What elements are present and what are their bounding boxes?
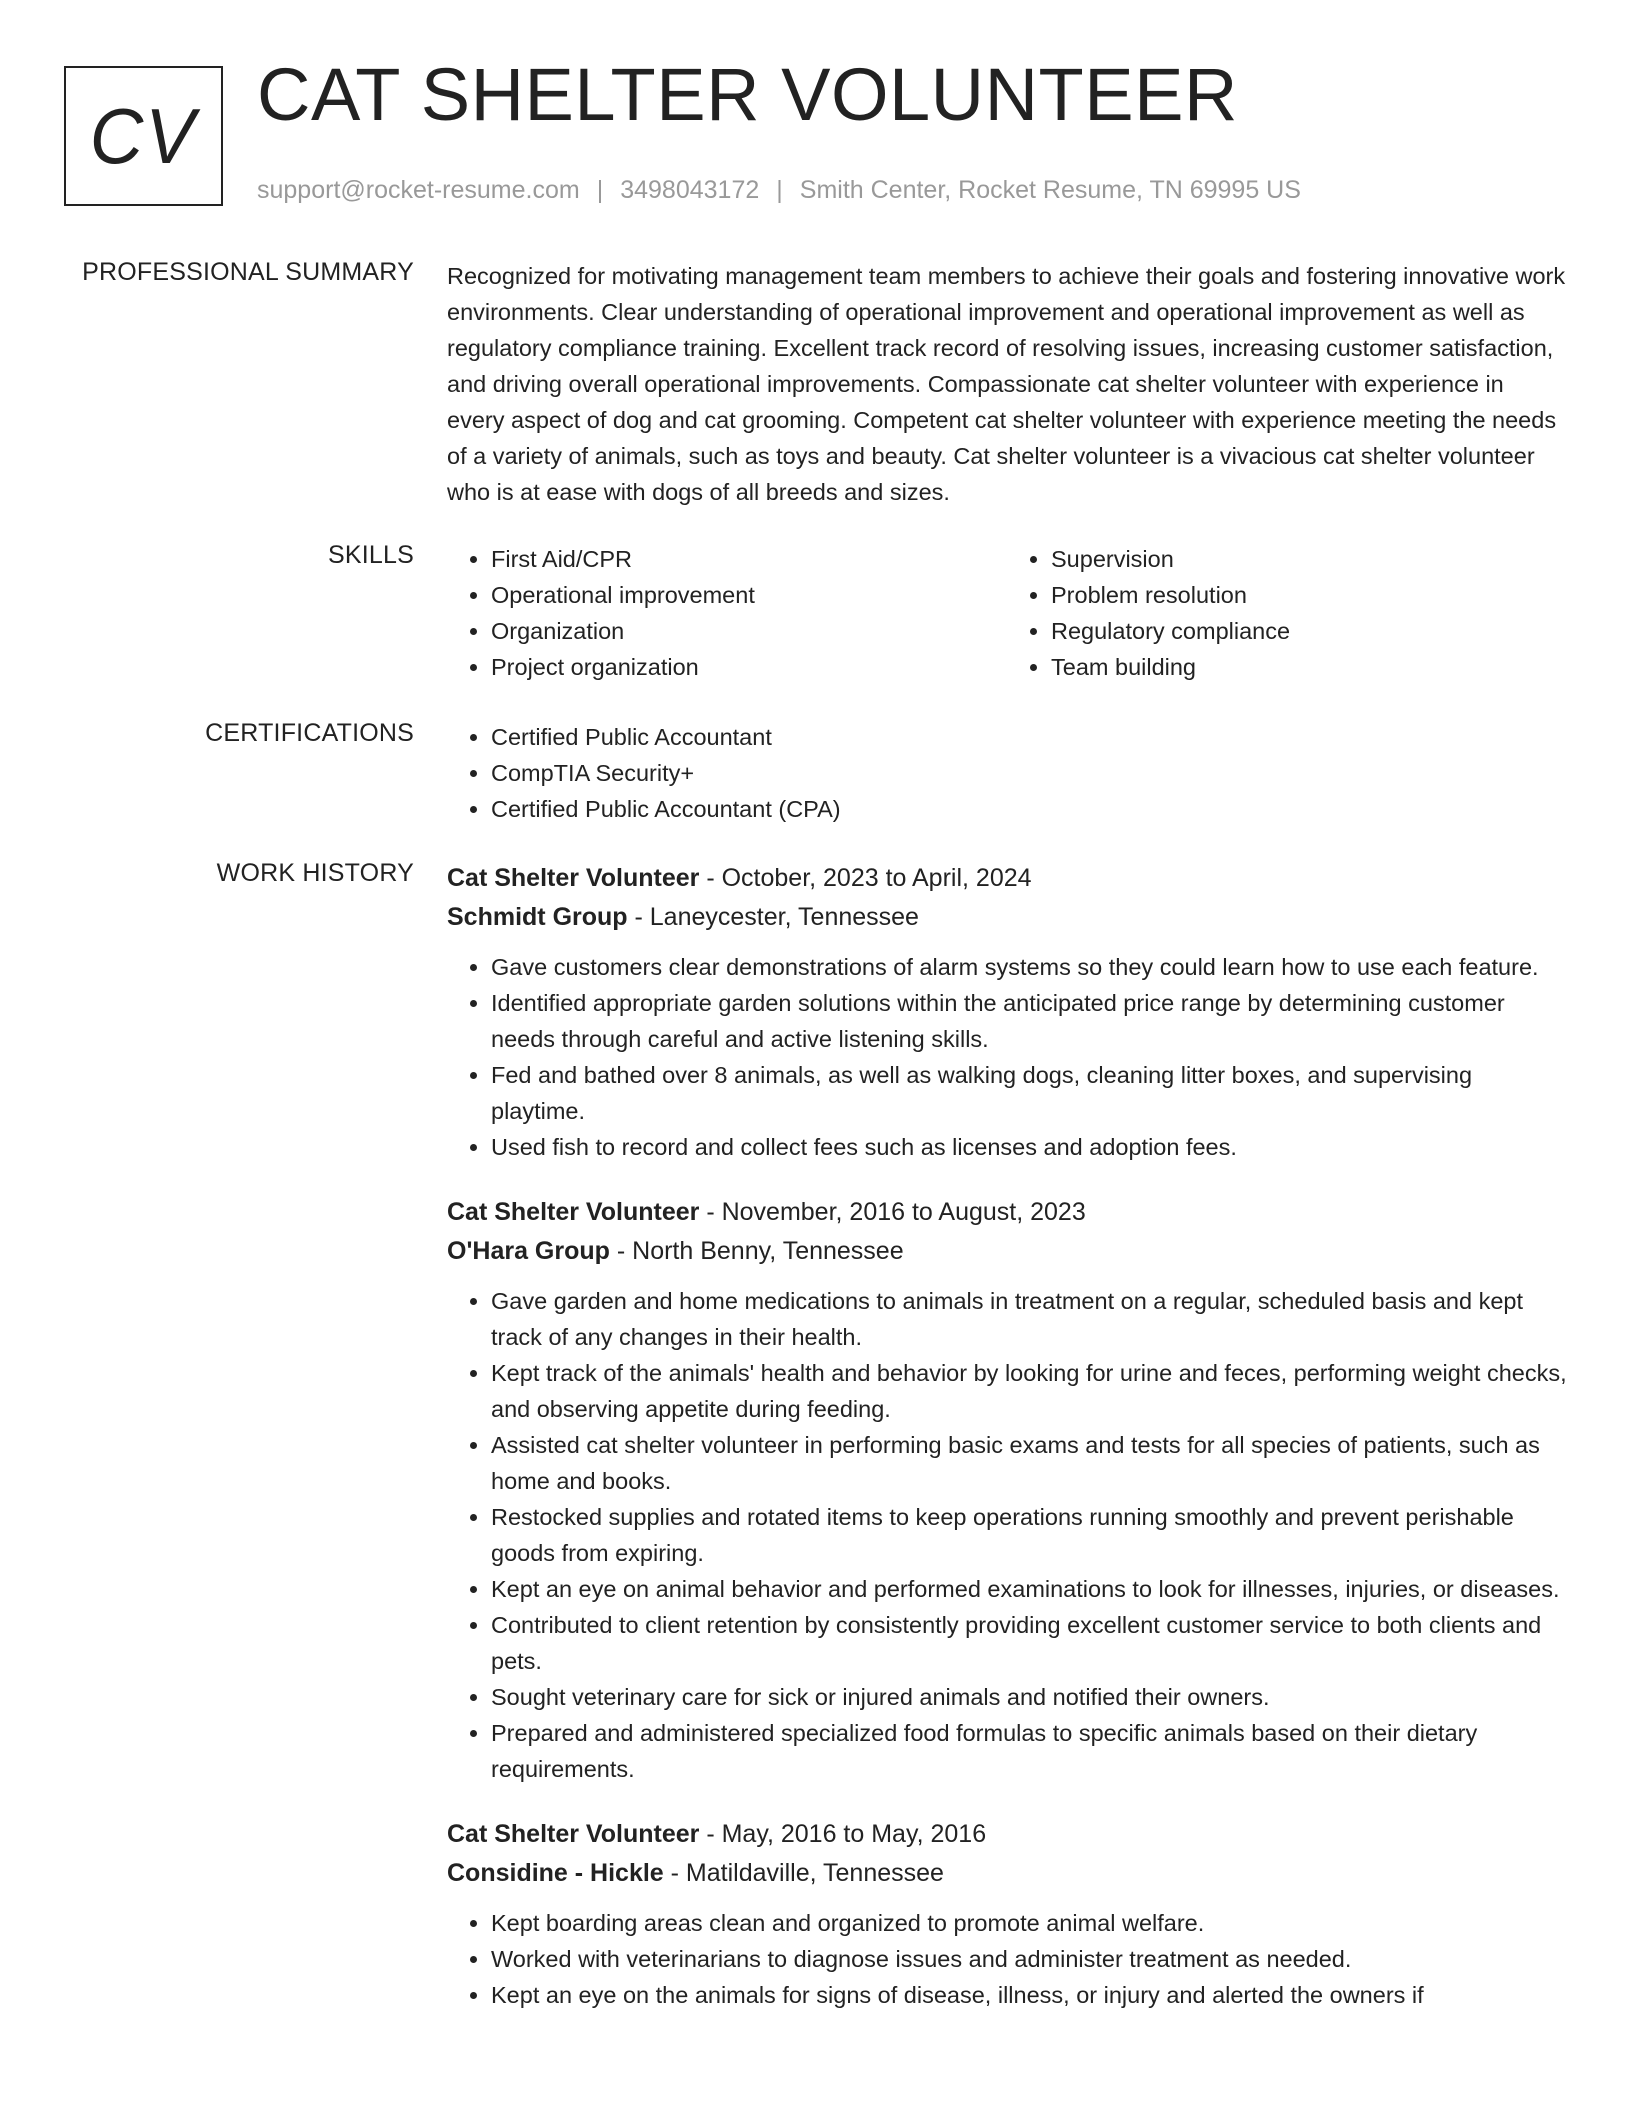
job-bullets: [447, 949, 1567, 1165]
job-entry: [447, 859, 1567, 1165]
job-location: - North Benny, Tennessee: [609, 1237, 904, 1265]
job-location: - Laneycester, Tennessee: [627, 903, 919, 931]
job-dates: - November, 2016 to August, 2023: [699, 1198, 1086, 1226]
work-history-body: [447, 859, 1567, 2041]
list-item: • Kept an eye on animal behavior and performed examinations to look for illnesses, injuries, or diseases.: [491, 1571, 1567, 1607]
job-title-line: [447, 1193, 1567, 1232]
list-item: • Gave garden and home medications to animals in treatment on a regular, scheduled basis and kept track of any changes in their health.: [491, 1283, 1567, 1355]
job-role: Cat Shelter Volunteer: [447, 1198, 700, 1226]
contact-separator: |: [596, 176, 604, 204]
list-item: • Assisted cat shelter volunteer in performing basic exams and tests for all species of patients, such as home and books.: [491, 1427, 1567, 1499]
candidate-name: CAT SHELTER VOLUNTEER: [257, 53, 1238, 136]
list-item: • Prepared and administered specialized food formulas to specific animals based on their dietary requirements.: [491, 1715, 1567, 1787]
list-item: • Organization: [491, 613, 1007, 649]
list-item: • CompTIA Security+: [491, 755, 1567, 791]
job-entry: [447, 1815, 1567, 2013]
list-item: • Supervision: [1051, 541, 1567, 577]
certifications-list: [447, 719, 1567, 827]
list-item: • Kept boarding areas clean and organized to promote animal welfare.: [491, 1905, 1567, 1941]
list-item: • Project organization: [491, 649, 1007, 685]
list-item: • Restocked supplies and rotated items to keep operations running smoothly and prevent perishable goods from expiring.: [491, 1499, 1567, 1571]
list-item: • Identified appropriate garden solutions within the anticipated price range by determining customer needs through careful and active listening skills.: [491, 985, 1567, 1057]
list-item: • Contributed to client retention by consistently providing excellent customer service to both clients and pets.: [491, 1607, 1567, 1679]
list-item: • Operational improvement: [491, 577, 1007, 613]
job-location: - Matildaville, Tennessee: [663, 1859, 944, 1887]
skills-list-left: [447, 541, 1007, 685]
job-dates: - October, 2023 to April, 2024: [699, 864, 1032, 892]
list-item: • Certified Public Accountant: [491, 719, 1567, 755]
skills-body: [447, 541, 1567, 685]
cv-logo: [64, 66, 223, 206]
job-company-line: [447, 1232, 1567, 1271]
section-title: WORK HISTORY: [216, 859, 414, 887]
job-company: Considine - Hickle: [447, 1859, 664, 1887]
list-item: • Kept an eye on the animals for signs of disease, illness, or injury and alerted the owners if: [491, 1977, 1567, 2013]
job-company-line: [447, 898, 1567, 937]
list-item: • Sought veterinary care for sick or injured animals and notified their owners.: [491, 1679, 1567, 1715]
summary-text: Recognized for motivating management team members to achieve their goals and fostering innovative work environments. Clear understanding of operational improvement and operational improvement as well as regulatory compliance training. Excellent track record of resolving issues, increasing customer satisfaction, and driving overall operational improvements. Compassionate cat shelter volunteer with experience in every aspect of dog and cat grooming. Competent cat shelter volunteer with experience meeting the needs of a variety of animals, such as toys and beauty. Cat shelter volunteer is a vivacious cat shelter volunteer who is at ease with dogs of all breeds and sizes.: [447, 263, 1566, 505]
contact-email: support@rocket-resume.com: [257, 176, 580, 204]
job-title-line: [447, 1815, 1567, 1854]
section-title: PROFESSIONAL SUMMARY: [82, 258, 414, 286]
list-item: • Certified Public Accountant (CPA): [491, 791, 1567, 827]
contact-address: Smith Center, Rocket Resume, TN 69995 US: [799, 176, 1301, 204]
job-bullets: [447, 1283, 1567, 1787]
section-title: CERTIFICATIONS: [205, 719, 414, 747]
contact-separator: |: [776, 176, 783, 204]
job-company: O'Hara Group: [447, 1237, 610, 1265]
job-bullets: [447, 1905, 1567, 2013]
job-title-line: [447, 859, 1567, 898]
job-dates: - May, 2016 to May, 2016: [699, 1820, 987, 1848]
job-company-line: [447, 1854, 1567, 1893]
job-role: Cat Shelter Volunteer: [447, 1820, 700, 1848]
contact-phone: 3498043172: [620, 176, 760, 204]
job-company: Schmidt Group: [447, 903, 628, 931]
skills-list-right: [1007, 541, 1567, 685]
list-item: • Gave customers clear demonstrations of alarm systems so they could learn how to use each feature.: [491, 949, 1567, 985]
list-item: • Team building: [1051, 649, 1567, 685]
certifications-body: [447, 719, 1567, 827]
list-item: • First Aid/CPR: [491, 541, 1007, 577]
contact-line: [257, 176, 1301, 205]
list-item: • Worked with veterinarians to diagnose issues and administer treatment as needed.: [491, 1941, 1567, 1977]
cv-logo-text: CV: [90, 91, 197, 180]
list-item: • Regulatory compliance: [1051, 613, 1567, 649]
list-item: • Fed and bathed over 8 animals, as well as walking dogs, cleaning litter boxes, and supervising playtime.: [491, 1057, 1567, 1129]
section-title: SKILLS: [328, 541, 414, 569]
list-item: • Used fish to record and collect fees such as licenses and adoption fees.: [491, 1129, 1567, 1165]
job-entry: [447, 1193, 1567, 1787]
list-item: • Kept track of the animals' health and behavior by looking for urine and feces, performing weight checks, and observing appetite during feeding.: [491, 1355, 1567, 1427]
job-role: Cat Shelter Volunteer: [447, 864, 700, 892]
list-item: • Problem resolution: [1051, 577, 1567, 613]
